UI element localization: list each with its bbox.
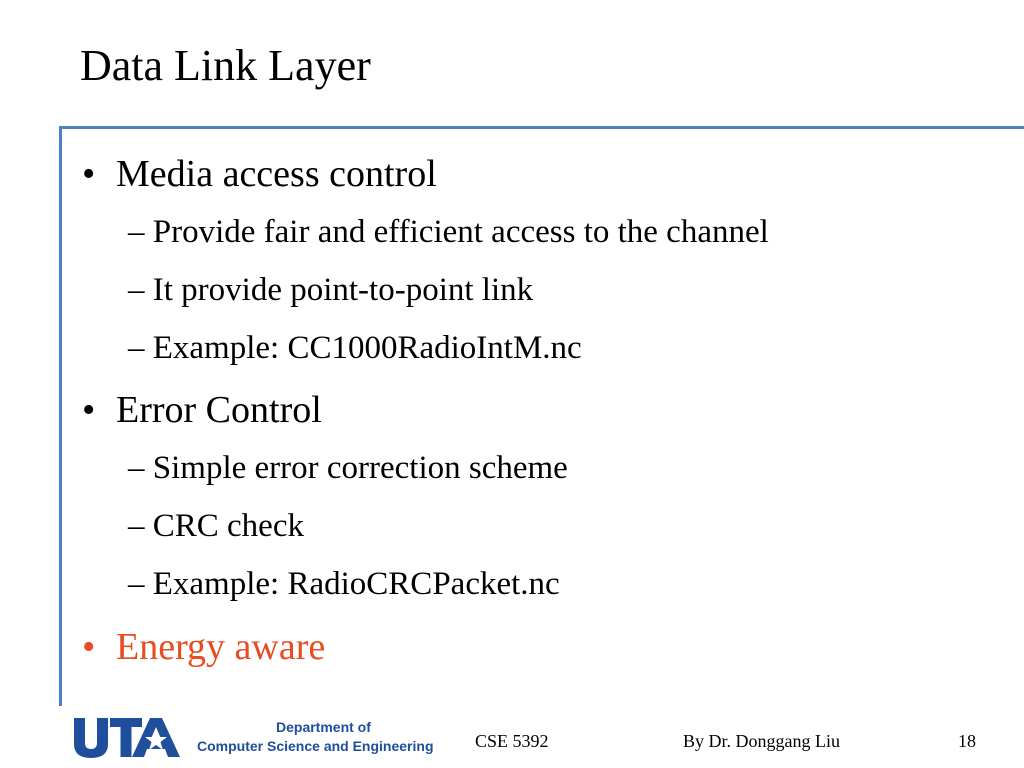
slide-number: 18 [958,731,976,751]
sub-item-label: CRC check [152,508,304,544]
bullet-energy-aware [82,628,325,666]
sub-item [128,216,769,249]
bullet-dot: • [82,626,96,668]
slide-title: Data Link Layer [80,41,371,90]
sub-item-label: It provide point-to-point link [152,272,534,308]
dash: – [128,450,145,486]
sub-item [128,332,582,365]
sub-item-label: Example: CC1000RadioIntM.nc [152,330,582,366]
uta-logo [72,716,184,760]
sub-item [128,274,533,307]
dash: – [128,330,145,366]
dept-line-2: Computer Science and Engineering [197,738,434,754]
footer-course: CSE 5392 [475,731,549,751]
bullet-dot: • [82,389,96,431]
dept-line-1: Department of [276,719,371,735]
sub-item-label: Provide fair and efficient access to the channel [152,214,769,250]
bullet-label: Error Control [116,389,322,431]
sub-item [128,452,568,485]
bullet-dot: • [82,153,96,195]
frame-top-rule [59,126,1024,129]
sub-item [128,568,560,601]
dash: – [128,508,145,544]
frame-left-rule [59,126,62,706]
dash: – [128,566,145,602]
dash: – [128,214,145,250]
bullet-media-access-control [82,155,437,193]
dash: – [128,272,145,308]
bullet-error-control [82,391,322,429]
bullet-label: Energy aware [116,626,326,668]
sub-item [128,510,304,543]
sub-item-label: Example: RadioCRCPacket.nc [152,566,560,602]
sub-item-label: Simple error correction scheme [152,450,568,486]
bullet-label: Media access control [116,153,437,195]
footer-author: By Dr. Donggang Liu [683,731,840,751]
